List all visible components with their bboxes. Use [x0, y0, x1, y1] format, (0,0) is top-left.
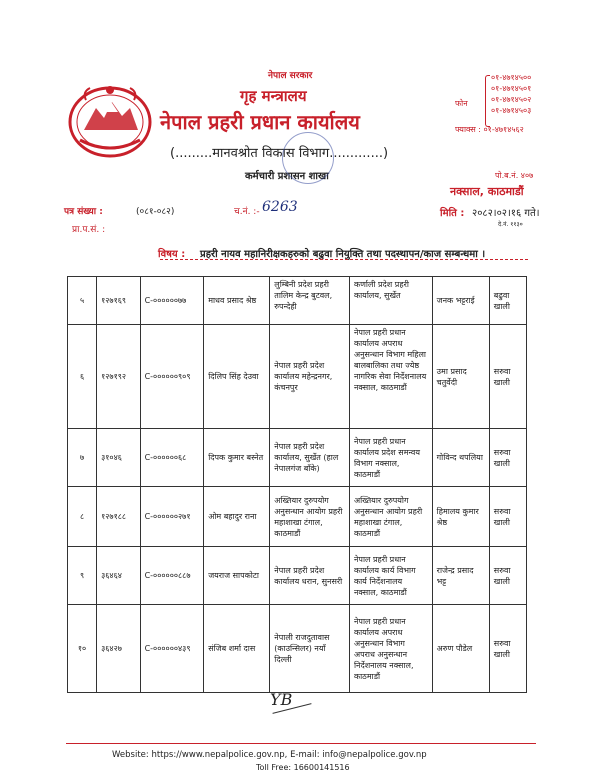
name-cell: संजिब शर्मा दास	[204, 605, 270, 693]
serial-cell: १०	[68, 605, 97, 693]
new-office-cell: नेपाल प्रहरी प्रधान कार्यालय कार्य विभाग कार्य निर्देशनालय नक्साल, काठमाडौं	[349, 547, 432, 605]
stamp-icon	[282, 132, 334, 184]
table-row	[68, 487, 527, 547]
remark-cell: सरुवा खाली	[489, 429, 526, 487]
footer-email: E-mail: info@nepalpolice.gov.np	[290, 750, 427, 760]
subject-text: प्रहरी नायव महानिरीक्षकहरुको बढुवा नियुक्ति तथा पदस्थापन/काज सम्बन्धमा ।	[200, 249, 486, 260]
table-row	[68, 547, 527, 605]
current-office-cell: नेपाली राजदुतावास (काउन्सिलर) नयाँ दिल्ली	[270, 605, 350, 693]
fax-number: फ्याक्स : ०१-४७१४५६२	[455, 125, 524, 134]
letter-number-label: पत्र संख्या :	[64, 207, 103, 217]
table-row	[68, 605, 527, 693]
current-office-cell: नेपाल प्रहरी प्रदेश कार्यालय धरान, सुनसरी	[270, 547, 350, 605]
vacancy-cell: राजेन्द्र प्रसाद भट्ट	[432, 547, 489, 605]
police-number-cell: ३१०४६	[97, 429, 140, 487]
new-office-cell: अख्तियार दुरुपयोग अनुसन्धान आयोग प्रहरी महाशाखा टंगाल, काठमाडौं	[349, 487, 432, 547]
code-cell: C-००००००२७१	[140, 487, 204, 547]
code-cell: C-००००००९०९	[140, 325, 204, 429]
police-number-cell: १२७१९२	[97, 325, 140, 429]
vacancy-cell: हिमालय कुमार श्रेष्ठ	[432, 487, 489, 547]
dispatch-number-label: च.नं. :-	[234, 207, 260, 217]
remark-cell: सरुवा खाली	[489, 487, 526, 547]
nepal-emblem-icon	[66, 78, 154, 158]
table-row	[68, 277, 527, 325]
code-cell: C-००००००८८७	[140, 547, 204, 605]
letter-number-value: (०८१-०८२)	[136, 207, 175, 217]
ministry-label: गृह मन्त्रालय	[240, 87, 307, 105]
serial-cell: ८	[68, 487, 97, 547]
registration-number: दे.नं. ११३०	[498, 221, 523, 228]
vacancy-cell: जनक भट्टराई	[432, 277, 489, 325]
new-office-cell: नेपाल प्रहरी प्रधान कार्यालय अपराध अनुसन्धान विभाग महिला बालबालिका तथा ज्येष्ठ नागरिक सेवा निर्देशनालय नक्साल, काठमाडौं	[349, 325, 432, 429]
name-cell: दिलिप सिंह देउवा	[204, 325, 270, 429]
name-cell: दिपक कुमार बस्नेत	[204, 429, 270, 487]
serial-cell: ७	[68, 429, 97, 487]
current-office-cell: नेपाल प्रहरी प्रदेश कार्यालय, सुर्खेत (हाल नेपालगंज बाँके)	[270, 429, 350, 487]
vacancy-cell: उमा प्रसाद चतुर्वेदी	[432, 325, 489, 429]
government-label: नेपाल सरकार	[268, 71, 313, 81]
police-number-cell: १२७१६९	[97, 277, 140, 325]
table-row	[68, 429, 527, 487]
reference-label: प्रा.प.सं. :	[72, 225, 106, 235]
name-cell: ओम बहादुर राना	[204, 487, 270, 547]
phone-number: ०१-४७१४५००	[491, 73, 532, 82]
department-label: (.........मानवश्रोत विकास विभाग.............)	[170, 146, 389, 161]
new-office-cell: नेपाल प्रहरी प्रधान कार्यालय प्रदेश समन्वय विभाग नक्साल, काठमाडौं	[349, 429, 432, 487]
table-row	[68, 325, 527, 429]
remark-cell: सरुवा खाली	[489, 605, 526, 693]
police-number-cell: ३६४२७	[97, 605, 140, 693]
serial-cell: ५	[68, 277, 97, 325]
vacancy-cell: अरुण पौडेल	[432, 605, 489, 693]
footer-divider	[66, 743, 536, 744]
remark-cell: बढुवा खाली	[489, 277, 526, 325]
footer-tollfree: Toll Free: 16600141516	[256, 763, 350, 772]
subject-underline	[160, 259, 528, 260]
remark-cell: सरुवा खाली	[489, 325, 526, 429]
new-office-cell: नेपाल प्रहरी प्रधान कार्यालय अपराध अनुसन्धान विभाग अपराध अनुसन्धान निर्देशनालय नक्साल, काठमाडौं	[349, 605, 432, 693]
subject-label: विषय :	[158, 249, 186, 260]
branch-label: कर्मचारी प्रशासन शाखा	[245, 171, 329, 182]
signature: YB	[270, 690, 293, 709]
phone-number: ०१-४७१४५०३	[491, 106, 532, 115]
current-office-cell: नेपाल प्रहरी प्रदेश कार्यालय महेन्द्रनगर, कंचनपुर	[270, 325, 350, 429]
office-location: नक्साल, काठमाडौं	[450, 185, 524, 198]
transfer-table	[67, 276, 527, 693]
po-box: पो.ब.नं. ४०७	[495, 171, 534, 180]
code-cell: C-००००००७७	[140, 277, 204, 325]
date-label: मिति :	[440, 208, 465, 219]
current-office-cell: लुम्बिनी प्रदेश प्रहरी तालिम केन्द्र बुटवल, रुपन्देही	[270, 277, 350, 325]
police-number-cell: ३६४६४	[97, 547, 140, 605]
date-value: २०८२।०२।१६ गते।	[472, 208, 540, 219]
current-office-cell: अख्तियार दुरुपयोग अनुसन्धान आयोग प्रहरी महाशाखा टंगाल, काठमाडौं	[270, 487, 350, 547]
new-office-cell: कर्णाली प्रदेश प्रहरी कार्यालय, सुर्खेत	[349, 277, 432, 325]
footer-website: Website: https://www.nepalpolice.gov.np,	[112, 750, 288, 760]
brace-icon	[485, 75, 490, 127]
code-cell: C-००००००४३९	[140, 605, 204, 693]
serial-cell: ६	[68, 325, 97, 429]
footer-contact	[112, 750, 492, 760]
code-cell: C-००००००६८	[140, 429, 204, 487]
police-number-cell: १२७१८८	[97, 487, 140, 547]
remark-cell: सरुवा खाली	[489, 547, 526, 605]
serial-cell: ९	[68, 547, 97, 605]
office-title: नेपाल प्रहरी प्रधान कार्यालय	[160, 110, 360, 134]
phone-label: फोन	[455, 99, 468, 108]
name-cell: जयराज सापकोटा	[204, 547, 270, 605]
vacancy-cell: गोविन्द थपलिया	[432, 429, 489, 487]
phone-number: ०१-४७१४५०१	[491, 84, 532, 93]
phone-number: ०१-४७१४५०२	[491, 95, 532, 104]
name-cell: माधव प्रसाद श्रेष्ठ	[204, 277, 270, 325]
dispatch-number-value: 6263	[262, 199, 298, 215]
